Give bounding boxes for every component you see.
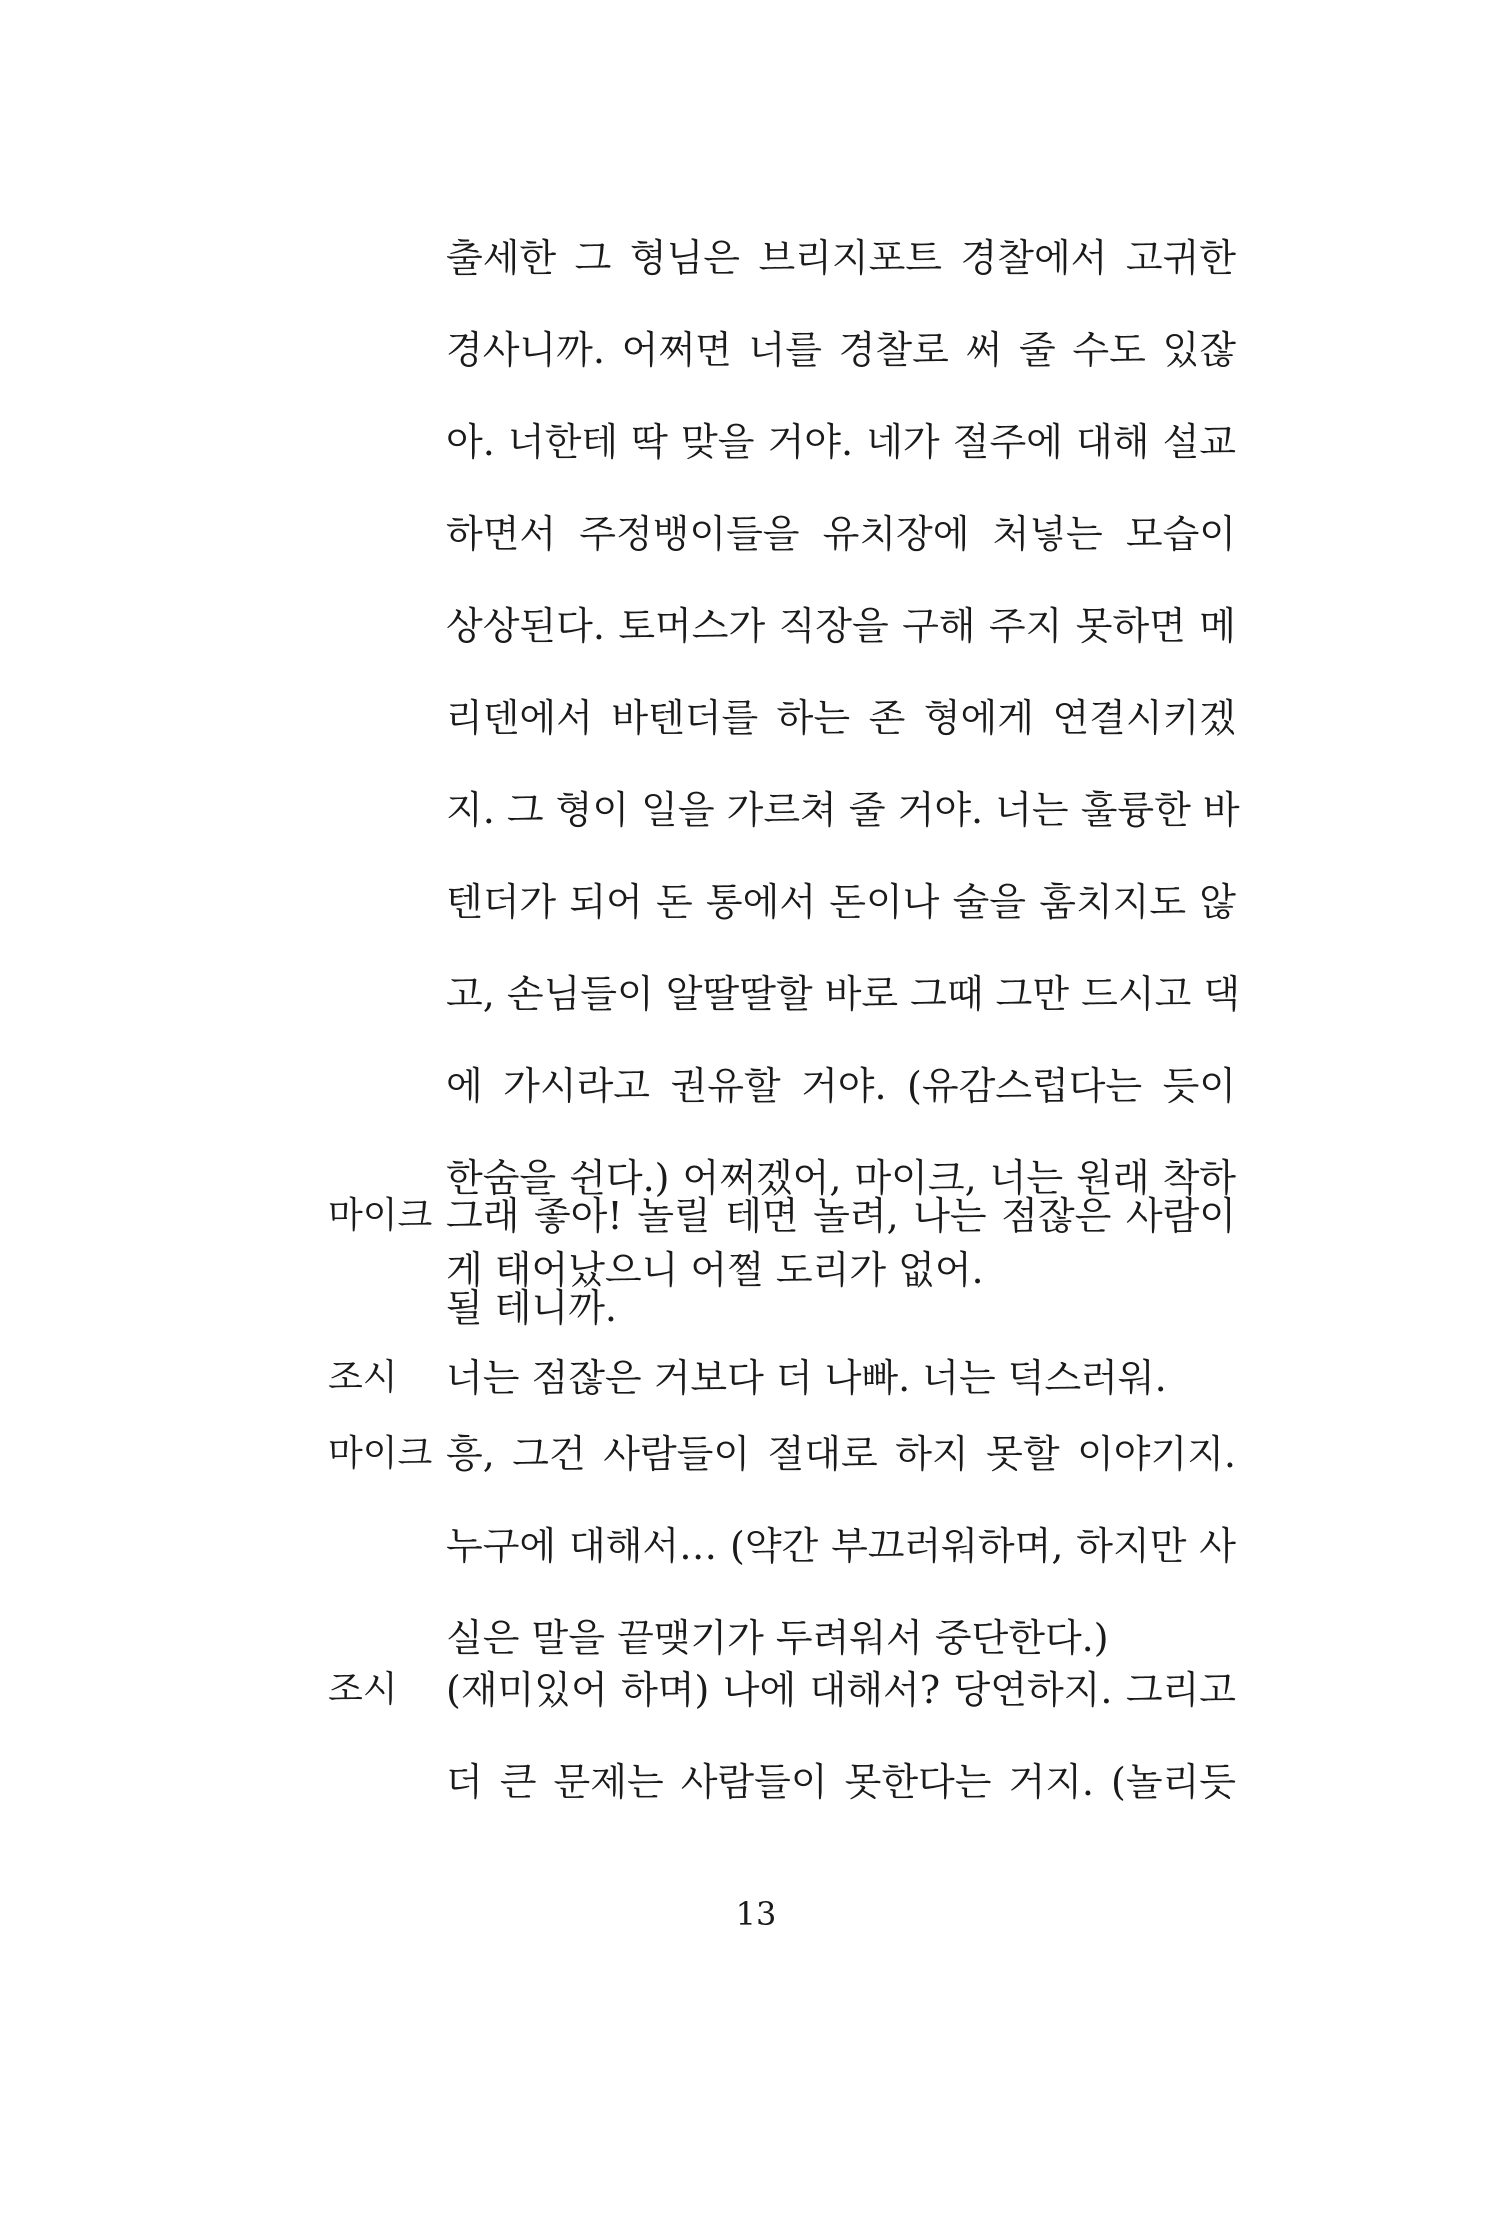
text-line: 고, 손님들이 알딸딸할 바로 그때 그만 드시고 댁 xyxy=(446,972,1241,1016)
text-line: 그래 좋아! 놀릴 테면 놀려, 나는 점잖은 사람이 xyxy=(446,1194,1236,1238)
speaker-name: 조시 xyxy=(328,1357,398,1398)
text-line: 텐더가 되어 돈 통에서 돈이나 술을 훔치지도 않 xyxy=(446,880,1236,924)
text-line: 리덴에서 바텐더를 하는 존 형에게 연결시키겠 xyxy=(446,696,1236,740)
text-line: 지. 그 형이 일을 가르쳐 줄 거야. 너는 훌륭한 바 xyxy=(446,788,1240,832)
text-line: 너는 점잖은 거보다 더 나빠. 너는 덕스러워. xyxy=(446,1356,1167,1400)
text-line: 누구에 대해서… (약간 부끄러워하며, 하지만 사 xyxy=(446,1524,1236,1568)
text-line: 게 태어났으니 어쩔 도리가 없어. xyxy=(446,1248,984,1292)
page-number: 13 xyxy=(735,1895,777,1933)
text-line: 출세한 그 형님은 브리지포트 경찰에서 고귀한 xyxy=(446,236,1236,280)
text-line: 하면서 주정뱅이들을 유치장에 처넣는 모습이 xyxy=(446,512,1236,556)
text-line: 더 큰 문제는 사람들이 못한다는 거지. (놀리듯 xyxy=(446,1760,1236,1804)
speaker-name: 조시 xyxy=(328,1669,398,1710)
text-line: 될 테니까. xyxy=(446,1286,617,1330)
text-line: 흥, 그건 사람들이 절대로 하지 못할 이야기지. xyxy=(446,1432,1236,1476)
text-line: 한숨을 쉰다.) 어쩌겠어, 마이크, 너는 원래 착하 xyxy=(446,1156,1236,1200)
text-line: (재미있어 하며) 나에 대해서? 당연하지. 그리고 xyxy=(446,1668,1236,1712)
text-line: 경사니까. 어쩌면 너를 경찰로 써 줄 수도 있잖 xyxy=(446,328,1236,372)
text-line: 실은 말을 끝맺기가 두려워서 중단한다.) xyxy=(446,1616,1109,1660)
text-line: 아. 너한테 딱 맞을 거야. 네가 절주에 대해 설교 xyxy=(446,420,1236,464)
speaker-name: 마이크 xyxy=(328,1195,433,1236)
text-line: 상상된다. 토머스가 직장을 구해 주지 못하면 메 xyxy=(446,604,1236,648)
text-line: 에 가시라고 권유할 거야. (유감스럽다는 듯이 xyxy=(446,1064,1236,1108)
speaker-name: 마이크 xyxy=(328,1433,433,1474)
